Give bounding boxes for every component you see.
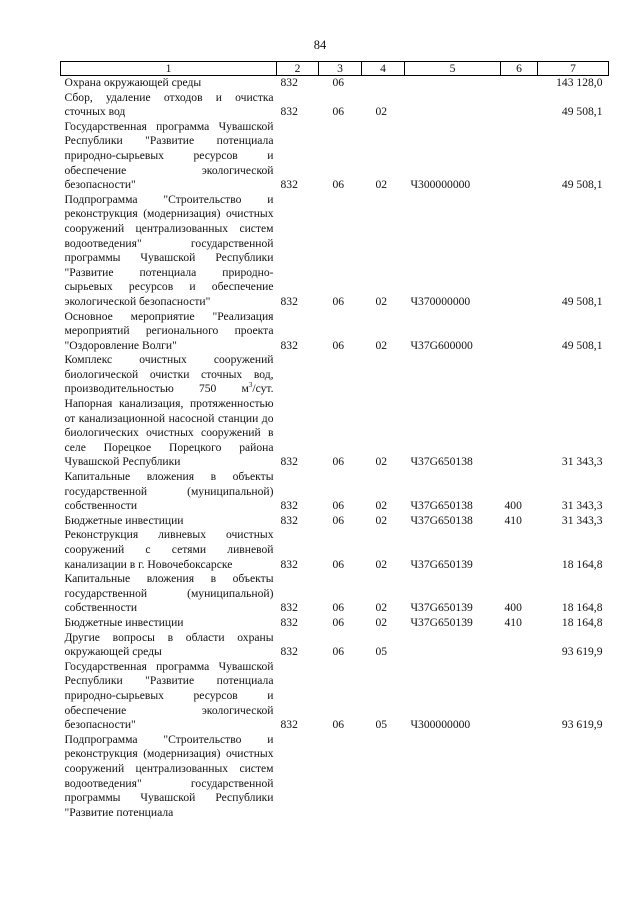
table-row xyxy=(61,514,609,529)
row-code-ministry: 832 xyxy=(280,499,298,513)
row-name: Другие вопросы в области охраны окружающей среды xyxy=(64,630,274,659)
table-row xyxy=(61,528,609,572)
table-row xyxy=(61,76,609,91)
row-code-expense-type: 400 xyxy=(504,601,522,615)
row-code-ministry: 832 xyxy=(280,513,298,527)
row-code-section: 06 xyxy=(332,513,345,527)
row-amount: 49 508,1 xyxy=(561,338,603,352)
table-header xyxy=(61,62,609,76)
row-code-ministry: 832 xyxy=(280,105,298,119)
row-name: Реконструкция ливневых очистных сооружений с сетями ливневой канализации в г. Новочебоксарске xyxy=(64,528,274,571)
table-row xyxy=(61,470,609,514)
col-header-3: 3 xyxy=(319,62,362,76)
row-code-ministry: 832 xyxy=(280,557,298,571)
row-code-ministry: 832 xyxy=(280,455,298,469)
row-code-subsection: 02 xyxy=(375,499,388,513)
row-name: Капитальные вложения в объекты государственной (муниципальной) собственности xyxy=(64,470,274,513)
table-row xyxy=(61,120,609,193)
row-amount: 93 619,9 xyxy=(561,645,603,659)
row-code-expense-type: 410 xyxy=(504,615,522,629)
table-row xyxy=(61,660,609,733)
row-code-target: Ч300000000 xyxy=(410,178,471,192)
row-amount: 31 343,3 xyxy=(561,513,603,527)
table-row xyxy=(61,616,609,631)
row-name-part: Комплекс очистных сооружений биологической очистки сточных вод, производительностью 750 м xyxy=(64,353,274,396)
row-code-subsection: 05 xyxy=(375,718,388,732)
col-header-5: 5 xyxy=(405,62,501,76)
row-amount: 18 164,8 xyxy=(561,615,603,629)
row-code-subsection xyxy=(362,76,405,91)
row-code-ministry: 832 xyxy=(280,645,298,659)
table-row xyxy=(61,193,609,310)
col-header-6: 6 xyxy=(501,62,538,76)
row-amount: 49 508,1 xyxy=(561,105,603,119)
row-code-subsection: 02 xyxy=(375,338,388,352)
table-row xyxy=(61,353,609,470)
row-name: Бюджетные инвестиции xyxy=(64,615,184,629)
row-code-expense-type xyxy=(501,91,538,120)
row-code-target xyxy=(405,91,501,120)
row-code-expense-type xyxy=(501,733,538,821)
table-row xyxy=(61,572,609,616)
row-code-ministry: 832 xyxy=(280,178,298,192)
row-code-target xyxy=(405,76,501,91)
row-code-expense-type xyxy=(501,310,538,354)
row-code-ministry: 832 xyxy=(280,601,298,615)
row-code-section: 06 xyxy=(332,499,345,513)
row-code-section xyxy=(319,733,362,821)
col-header-7: 7 xyxy=(538,62,609,76)
row-code-target: Ч37G650138 xyxy=(410,455,473,469)
row-code-target: Ч300000000 xyxy=(410,718,471,732)
row-code-ministry: 832 xyxy=(280,615,298,629)
row-amount: 49 508,1 xyxy=(561,294,603,308)
row-amount: 31 343,3 xyxy=(561,499,603,513)
row-code-section: 06 xyxy=(332,105,345,119)
col-header-2: 2 xyxy=(277,62,319,76)
table-row xyxy=(61,733,609,821)
table-row xyxy=(61,310,609,354)
row-code-subsection: 05 xyxy=(375,645,388,659)
row-code-section: 06 xyxy=(332,601,345,615)
row-code-ministry: 832 xyxy=(280,294,298,308)
row-code-target: Ч37G650139 xyxy=(410,601,473,615)
row-amount xyxy=(538,733,609,821)
row-name: Бюджетные инвестиции xyxy=(64,513,184,527)
table-row xyxy=(61,631,609,660)
page-number: 84 xyxy=(313,38,327,52)
row-amount: 18 164,8 xyxy=(561,557,603,571)
row-name-part: /сут. Напорная канализация, протяженностью от канализационной насосной станции до биологических очистных сооружений в селе Порецкое Порецкого района Чувашской Республики xyxy=(64,382,274,469)
row-code-section: 06 xyxy=(332,338,345,352)
row-code-subsection: 02 xyxy=(375,615,388,629)
row-name: Подпрограмма "Строительство и реконструкция (модернизация) очистных сооружений централизованных систем водоотведения" государственной программы Чувашской Республики "Развитие потенциала природно-сырьевых ресурсов и обеспечение экологической безопасности" xyxy=(64,192,274,308)
row-code-expense-type: 410 xyxy=(504,513,522,527)
row-code-ministry: 832 xyxy=(280,718,298,732)
col-header-1: 1 xyxy=(61,62,277,76)
row-code-ministry xyxy=(277,733,319,821)
row-code-subsection xyxy=(362,733,405,821)
budget-table xyxy=(60,61,609,820)
row-code-subsection: 02 xyxy=(375,513,388,527)
row-code-subsection: 02 xyxy=(375,294,388,308)
row-name: Подпрограмма "Строительство и реконструкция (модернизация) очистных сооружений централизованных систем водоотведения" государственной программы Чувашской Республики "Развитие потенциала xyxy=(64,732,274,819)
row-amount: 31 343,3 xyxy=(561,455,603,469)
row-code-expense-type: 400 xyxy=(504,499,522,513)
row-name: Сбор, удаление отходов и очистка сточных вод xyxy=(64,90,274,119)
row-name: Государственная программа Чувашской Республики "Развитие потенциала природно-сырьевых ресурсов и обеспечение экологической безопасности" xyxy=(64,119,274,192)
row-code-ministry: 832 xyxy=(280,76,298,89)
superscript: 3 xyxy=(248,381,253,390)
row-code-section: 06 xyxy=(332,718,345,732)
row-code-subsection: 02 xyxy=(375,105,388,119)
row-code-target: Ч37G600000 xyxy=(410,338,473,352)
row-code-target: Ч37G650138 xyxy=(410,499,473,513)
row-code-target: Ч37G650139 xyxy=(410,557,473,571)
row-code-expense-type xyxy=(501,353,538,470)
row-code-expense-type xyxy=(501,120,538,193)
row-name: Основное мероприятие "Реализация мероприятий регионального проекта "Оздоровление Волги" xyxy=(64,309,274,352)
row-code-section: 06 xyxy=(332,557,345,571)
row-code-expense-type xyxy=(501,528,538,572)
row-code-target: Ч37G650138 xyxy=(410,513,473,527)
row-name: Государственная программа Чувашской Республики "Развитие потенциала природно-сырьевых ресурсов и обеспечение экологической безопасности" xyxy=(64,659,274,732)
row-code-section: 06 xyxy=(332,294,345,308)
row-amount: 93 619,9 xyxy=(561,718,603,732)
row-code-section: 06 xyxy=(332,645,345,659)
row-code-section: 06 xyxy=(332,76,345,89)
row-name xyxy=(61,353,277,470)
row-code-section: 06 xyxy=(332,455,345,469)
row-code-expense-type xyxy=(501,660,538,733)
row-code-subsection: 02 xyxy=(375,601,388,615)
row-code-expense-type xyxy=(501,76,538,91)
table-row xyxy=(61,91,609,120)
row-amount: 49 508,1 xyxy=(561,178,603,192)
row-code-subsection: 02 xyxy=(375,178,388,192)
row-name: Охрана окружающей среды xyxy=(64,76,202,89)
row-code-target xyxy=(405,733,501,821)
row-code-subsection: 02 xyxy=(375,557,388,571)
row-code-expense-type xyxy=(501,193,538,310)
row-code-ministry: 832 xyxy=(280,338,298,352)
row-code-section: 06 xyxy=(332,178,345,192)
row-code-target xyxy=(405,631,501,660)
row-code-section: 06 xyxy=(332,615,345,629)
row-amount: 143 128,0 xyxy=(556,76,603,89)
row-code-target: Ч370000000 xyxy=(410,294,471,308)
row-code-expense-type xyxy=(501,631,538,660)
row-code-target: Ч37G650139 xyxy=(410,615,473,629)
col-header-4: 4 xyxy=(362,62,405,76)
row-amount: 18 164,8 xyxy=(561,601,603,615)
row-name: Капитальные вложения в объекты государственной (муниципальной) собственности xyxy=(64,572,274,615)
row-code-subsection: 02 xyxy=(375,455,388,469)
